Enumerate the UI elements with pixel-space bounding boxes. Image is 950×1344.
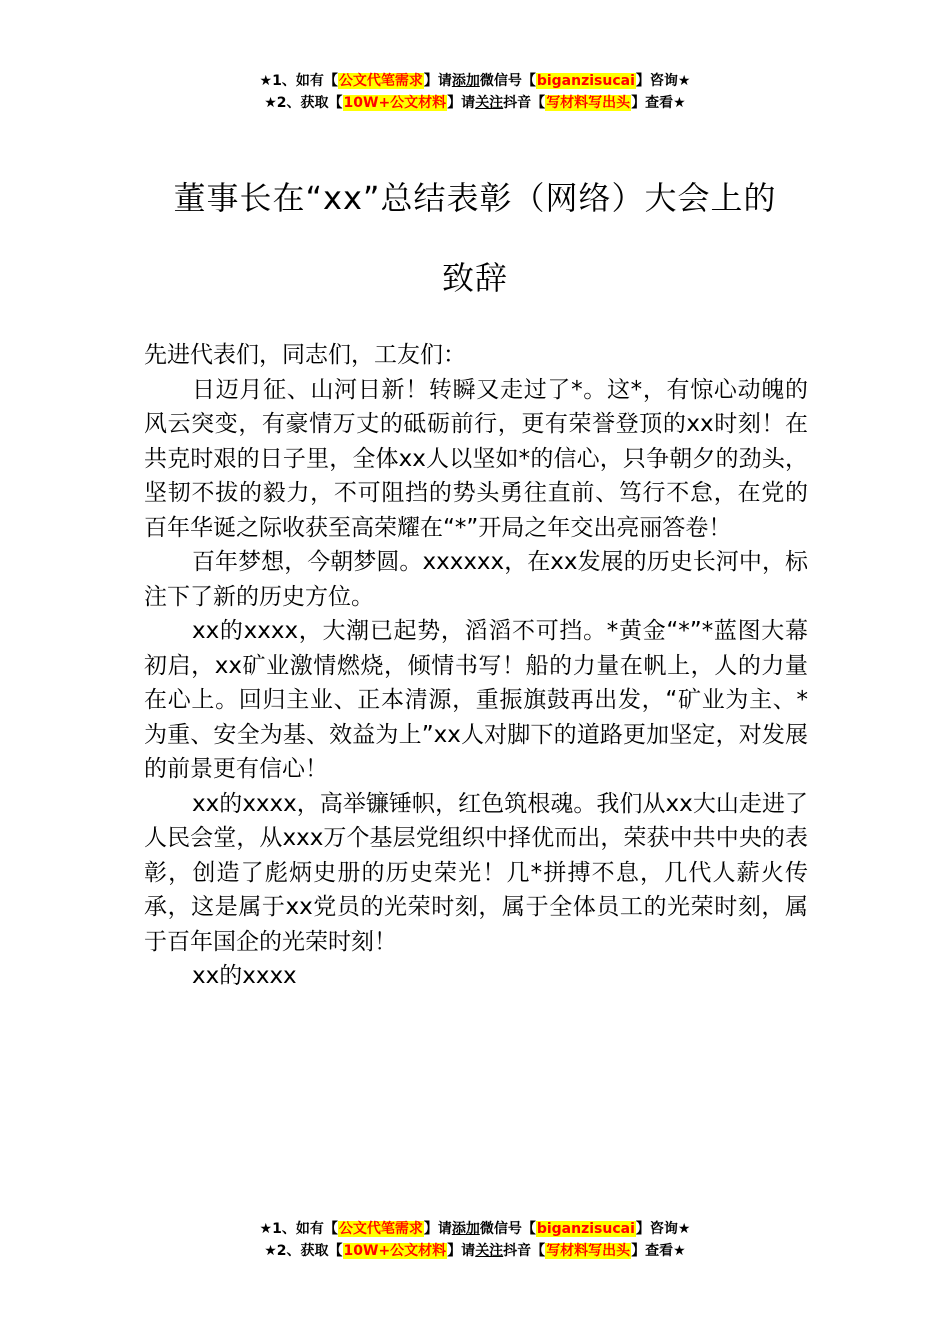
- paragraph: xx的xxxx，大潮已起势，滔滔不可挡。*黄金“*”*蓝图大幕初启，xx矿业激情燃烧，倾情书写！船的力量在帆上，人的力量在心上。回归主业、正本清源，重振旗鼓再出发，“矿业为主、*为重、安全为基、效益为上”xx人对脚下的道路更加坚定，对发展的前景更有信心！: [144, 618, 808, 782]
- notice-line-1: ★1、如有【公文代笔需求】请添加微信号【biganzisucai】咨询★: [259, 1221, 691, 1237]
- highlight-douyin: 写材料写出头: [546, 95, 631, 111]
- salutation: 先进代表们，同志们，工友们：: [144, 342, 466, 368]
- highlight-wechat-id: biganzisucai: [536, 73, 635, 89]
- paragraph: xx的xxxx: [192, 963, 297, 989]
- highlight-materials: 10W+公文材料: [343, 1243, 447, 1259]
- notice-line-1: ★1、如有【公文代笔需求】请添加微信号【biganzisucai】咨询★: [259, 73, 691, 89]
- title-line-2: 致辞: [441, 259, 508, 297]
- highlight-service: 公文代笔需求: [338, 1221, 423, 1237]
- header-notice: [0, 70, 950, 114]
- highlight-wechat-id: biganzisucai: [536, 1221, 635, 1237]
- paragraph: 日迈月征、山河日新！转瞬又走过了*。这*，有惊心动魄的风云突变，有豪情万丈的砥砺前行，更有荣誉登顶的xx时刻！在共克时艰的日子里，全体xx人以坚如*的信心，只争朝夕的劲头，坚韧不拔的毅力，不可阻挡的势头勇往直前、笃行不怠，在党的百年华诞之际收获至高荣耀在“*”开局之年交出亮丽答卷！: [144, 376, 808, 541]
- footer-notice: [0, 1218, 950, 1262]
- notice-line-2: ★2、获取【10W+公文材料】请关注抖音【写材料写出头】查看★: [264, 1243, 686, 1259]
- document-title: [120, 158, 830, 318]
- paragraph: 百年梦想，今朝梦圆。xxxxxx，在xx发展的历史长河中，标注下了新的历史方位。: [144, 549, 808, 610]
- highlight-douyin: 写材料写出头: [546, 1243, 631, 1259]
- paragraph: xx的xxxx，高举镰锤帜，红色筑根魂。我们从xx大山走进了人民会堂，从xxx万个基层党组织中择优而出，荣获中共中央的表彰，创造了彪炳史册的历史荣光！几*拼搏不息，几代人薪火传承，这是属于xx党员的光荣时刻，属于全体员工的光荣时刻，属于百年国企的光荣时刻！: [144, 790, 808, 955]
- title-line-1: 董事长在“xx”总结表彰（网络）大会上的: [173, 179, 777, 217]
- highlight-materials: 10W+公文材料: [343, 95, 447, 111]
- notice-line-2: ★2、获取【10W+公文材料】请关注抖音【写材料写出头】查看★: [264, 95, 686, 111]
- document-body: [144, 338, 808, 994]
- highlight-service: 公文代笔需求: [338, 73, 423, 89]
